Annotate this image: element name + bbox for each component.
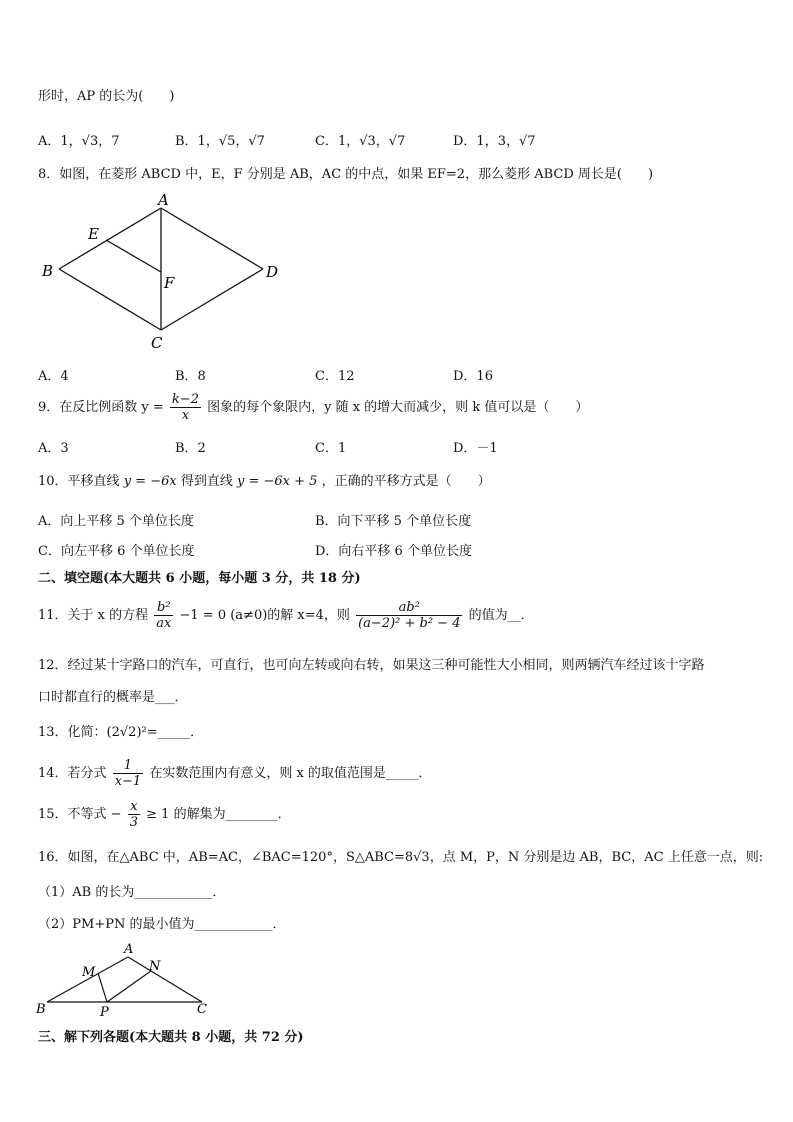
q14-fraction bbox=[113, 758, 144, 789]
q11-prefix: 11．关于 x 的方程 bbox=[38, 608, 149, 623]
section-fill-in-title: 二、填空题(本大题共 6 小题，每小题 3 分，共 18 分) bbox=[38, 571, 361, 586]
q16-part-2: （2）PM+PN 的最小值为____________． bbox=[38, 917, 286, 932]
q11-fraction-b-num: ab² bbox=[356, 600, 462, 616]
q11-fraction-b-den: (a−2)² + b² − 4 bbox=[358, 616, 461, 631]
q15-fraction-num: x bbox=[128, 799, 140, 815]
q9-fraction-num: k−2 bbox=[171, 392, 199, 407]
q12-line-2: 口时都直行的概率是___． bbox=[38, 690, 188, 705]
q9-option-c: C．1 bbox=[315, 441, 347, 456]
tri-label-m: M bbox=[82, 965, 96, 980]
q10-suffix: ，正确的平移方式是（ ） bbox=[321, 474, 491, 489]
q8-option-c: C．12 bbox=[315, 369, 355, 384]
q12-line-1: 12．经过某十字路口的汽车，可直行，也可向左转或向右转，如果这三种可能性大小相同，则两辆汽车经过该十字路 bbox=[38, 658, 705, 673]
tri-label-p: P bbox=[100, 1005, 109, 1020]
q10-option-b: B．向下平移 5 个单位长度 bbox=[315, 514, 472, 529]
q8-stem: 8．如图，在菱形 ABCD 中，E，F 分别是 AB，AC 的中点，如果 EF=2，那么菱形 ABCD 周长是( ) bbox=[38, 167, 654, 182]
q9-option-d: D．－1 bbox=[453, 441, 498, 456]
q9-prefix: 9．在反比例函数 y = bbox=[38, 400, 164, 415]
q11-stem: 11．关于 x 的方程 $\frac{\text{b²}}{ax}$ −1 = 0 (a≠0)的解 x=4，则 $\frac{\text{ab²}}{\text{(a−2)² + b² − 4}}$ 的值为__． bbox=[38, 600, 534, 631]
q10-equation-2: y = −6x + 5 bbox=[236, 474, 318, 489]
q15-fraction-den: 3 bbox=[129, 815, 138, 830]
q15-stem bbox=[38, 798, 291, 832]
q9-option-a: A．3 bbox=[38, 441, 69, 456]
q16-stem: 16．如图，在△ABC 中，AB=AC，∠BAC=120°，S△ABC=8√3，点 M，P，N 分别是边 AB，BC，AC 上任意一点，则: bbox=[38, 850, 764, 865]
q7-option-c: C．1，√3，√7 bbox=[315, 134, 406, 149]
label-f: F bbox=[164, 274, 175, 292]
q10-equation-1: y = −6x bbox=[123, 474, 177, 489]
q7-stem-tail: 形时，AP 的长为( ) bbox=[38, 89, 175, 104]
q11-fraction-a bbox=[154, 600, 173, 631]
q11-fraction-a-num: b² bbox=[154, 600, 173, 616]
q9-stem bbox=[38, 391, 588, 425]
q10-prefix: 10．平移直线 bbox=[38, 474, 120, 489]
label-d: D bbox=[266, 263, 279, 281]
tri-label-c: C bbox=[197, 1002, 207, 1017]
tri-label-n: N bbox=[149, 959, 161, 974]
q10-option-a: A．向上平移 5 个单位长度 bbox=[38, 514, 194, 529]
q10-option-d: D．向右平移 6 个单位长度 bbox=[315, 544, 472, 559]
label-b: B bbox=[42, 262, 54, 280]
section-solve-title: 三、解下列各题(本大题共 8 小题，共 72 分) bbox=[38, 1030, 304, 1045]
q11-fraction-b bbox=[356, 600, 462, 631]
q7-option-d: D．1，3，√7 bbox=[453, 134, 536, 149]
q9-suffix: 图象的每个象限内，y 随 x 的增大而减少，则 k 值可以是（ ） bbox=[207, 400, 589, 415]
triangle-figure bbox=[30, 940, 220, 1020]
q14-stem bbox=[38, 757, 431, 791]
q10-stem bbox=[38, 473, 491, 491]
q11-suffix: 的值为 bbox=[468, 608, 508, 623]
q7-option-a: A．1，√3，7 bbox=[38, 134, 120, 149]
q14-prefix: 14．若分式 bbox=[38, 766, 107, 781]
label-e: E bbox=[88, 225, 99, 243]
q13-stem: 13．化简：(2√2)²=_____． bbox=[38, 725, 204, 740]
q11-fraction-a-den: ax bbox=[156, 616, 172, 631]
tri-label-b: B bbox=[36, 1002, 46, 1017]
q9-fraction-den: x bbox=[181, 408, 190, 423]
q14-suffix: 在实数范围内有意义，则 x 的取值范围是_____． bbox=[149, 766, 432, 781]
q15-suffix: ≥ 1 的解集为________． bbox=[146, 807, 291, 822]
q15-fraction bbox=[128, 799, 140, 830]
tri-label-a: A bbox=[124, 942, 134, 957]
q7-option-b: B．1，√5，√7 bbox=[175, 134, 265, 149]
q9-fraction bbox=[170, 392, 201, 423]
q9-option-b: B．2 bbox=[175, 441, 206, 456]
q11-mid: −1 = 0 (a≠0)的解 x=4，则 bbox=[179, 608, 350, 623]
q15-prefix: 15．不等式 − bbox=[38, 807, 122, 822]
q8-option-b: B．8 bbox=[175, 369, 206, 384]
q14-fraction-den: x−1 bbox=[114, 774, 142, 789]
label-c: C bbox=[151, 334, 163, 352]
rhombus-figure bbox=[30, 190, 300, 355]
q8-option-d: D．16 bbox=[453, 369, 493, 384]
label-a: A bbox=[158, 191, 169, 209]
q14-fraction-num: 1 bbox=[113, 758, 144, 774]
q16-part-1: （1）AB 的长为____________． bbox=[38, 885, 226, 900]
q10-mid: 得到直线 bbox=[180, 474, 233, 489]
q10-option-c: C．向左平移 6 个单位长度 bbox=[38, 544, 195, 559]
q8-option-a: A．4 bbox=[38, 369, 69, 384]
